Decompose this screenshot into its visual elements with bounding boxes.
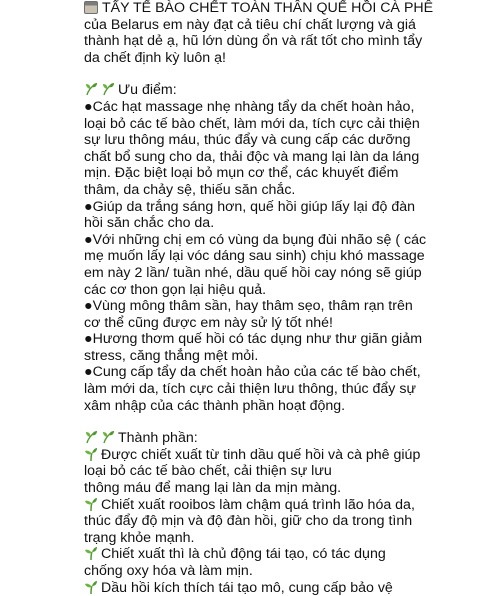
ingredients-heading <box>84 430 468 447</box>
advantages-heading-label: Ưu điểm: <box>118 82 177 99</box>
advantage-line: cơ thể cũng được em này sử lý tốt nhé! <box>84 314 333 331</box>
ingredient-line: thúc đẩy độ mịn và độ đàn hồi, giữ cho da trong tình <box>84 513 413 530</box>
herb-icon <box>84 82 98 96</box>
ingredient-line: chống oxy hóa và làm mịn. <box>84 563 253 579</box>
intro-line: của Belarus em này đạt cả tiêu chí chất lượng và giá <box>84 16 416 33</box>
intro-line: thành hạt dẻ ạ, hũ lớn dùng ổn và rất tốt cho mình tẩy <box>84 33 423 50</box>
title-line <box>84 0 468 17</box>
herb-icon <box>84 430 98 444</box>
spacer <box>84 66 468 82</box>
jar-icon <box>84 1 98 14</box>
advantage-line: chất bổ sung cho da, thải độc và mang lại làn da láng <box>84 148 420 165</box>
seedling-icon <box>84 546 98 560</box>
advantage-line: mẹ muốn lấy lại vóc dáng sau sinh) chịu khó massage <box>84 248 425 265</box>
ingredient-line: trạng khỏe mạnh. <box>84 529 195 546</box>
ingredient-line <box>84 497 468 514</box>
advantage-line: stress, căng thẳng mệt mỏi. <box>84 347 259 364</box>
ingredient-text: Dầu hồi kích thích tái tạo mô, cung cấp bảo vệ <box>101 579 393 596</box>
post-title: TẨY TẾ BÀO CHẾT TOÀN THÂN QUẾ HỒI CÀ PHÊ <box>102 0 434 16</box>
ingredient-text: Chiết xuất rooibos làm chậm quá trình lão hóa da, <box>101 496 415 513</box>
spacer <box>84 414 468 430</box>
advantage-line: ●Vùng mông thâm sần, hay thâm sẹo, thâm rạn trên <box>84 298 413 315</box>
seedling-icon <box>84 580 98 594</box>
advantage-line: thâm, da chảy sệ, thiếu săn chắc. <box>84 181 296 198</box>
advantage-line: hồi săn chắc cho da. <box>84 215 215 232</box>
seedling-icon <box>84 447 98 461</box>
ingredient-line: loại bỏ các tế bào chết, cải thiện sự lưu <box>84 463 332 480</box>
advantage-line: ●Các hạt massage nhẹ nhàng tẩy da chết hoàn hảo, <box>84 98 415 115</box>
ingredient-line <box>84 580 468 596</box>
advantage-line: mịn. Đặc biệt loại bỏ mụn cơ thể, các khuyết điểm <box>84 165 399 182</box>
herb-icon <box>101 82 115 96</box>
advantage-line: ●Cung cấp tẩy da chết hoàn hảo của các tế bào chết, <box>84 364 421 381</box>
advantage-line: em này 2 lần/ tuần nhé, dầu quế hồi cay nóng sẽ giúp <box>84 264 422 281</box>
advantage-line: ●Hương thơm quế hồi có tác dụng như thư giãn giảm <box>84 331 423 348</box>
seedling-icon <box>84 497 98 511</box>
intro-line: da chết định kỳ luôn ạ! <box>84 49 226 66</box>
ingredient-line <box>84 546 468 563</box>
ingredient-line <box>84 447 468 464</box>
ingredient-text: Chiết xuất thì là chủ động tái tạo, có tác dụng <box>101 546 386 563</box>
advantage-line: loại bỏ các tế bào chết, làm mới da, tích cực cải thiện <box>84 115 420 132</box>
ingredient-text: Được chiết xuất từ tinh dầu quế hồi và cà phê giúp <box>101 446 421 463</box>
advantage-line: xâm nhập của các thành phần hoạt động. <box>84 397 346 414</box>
advantage-line: các cơ thon gọn lại hiệu quả. <box>84 281 267 298</box>
ingredient-line: thông máu để mang lại làn da mịn màng. <box>84 480 342 497</box>
advantage-line: ●Với những chị em có vùng da bụng đùi nhão sệ ( các <box>84 231 427 248</box>
advantage-line: làm mới da, tích cực cải thiện lưu thông, thúc đẩy sự <box>84 381 416 398</box>
herb-icon <box>101 430 115 444</box>
advantages-heading <box>84 82 468 99</box>
advantage-line: ●Giúp da trắng sáng hơn, quế hồi giúp lấy lại độ đàn <box>84 198 416 215</box>
advantage-line: sự lưu thông máu, thúc đẩy và cung cấp các dưỡng <box>84 132 411 149</box>
ingredients-heading-label: Thành phần: <box>118 430 198 447</box>
